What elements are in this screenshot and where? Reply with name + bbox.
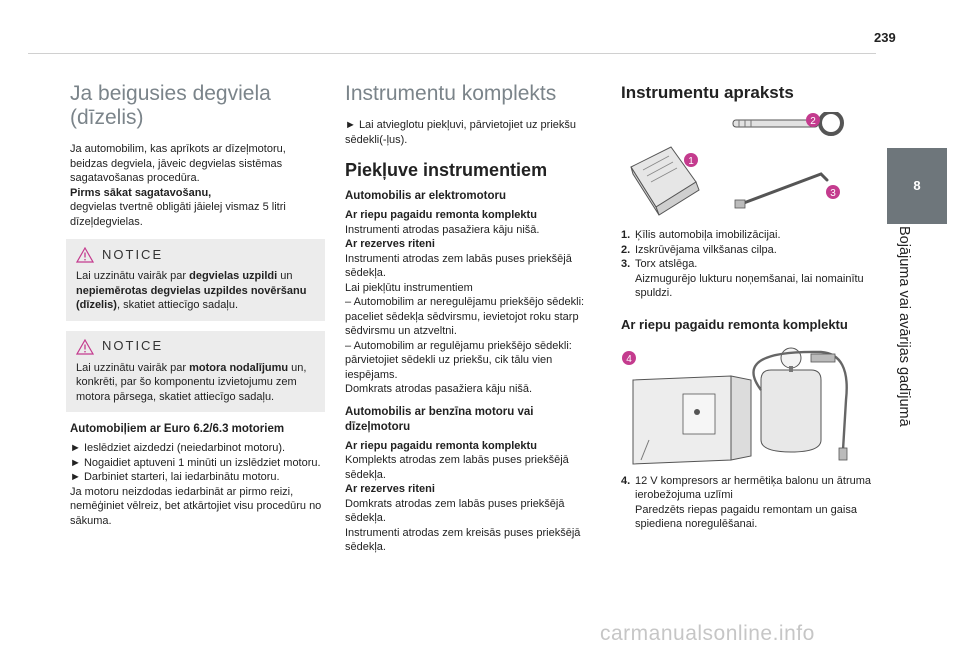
column-tool-description [621,82,871,532]
top-rule [28,53,876,54]
description-heading: Instrumentu apraksts [621,83,794,102]
notice-text: Lai uzzinātu vairāk par [76,270,190,282]
notice-text: un [277,270,293,282]
notice-box-fuel [66,239,325,321]
item-4-extra: Paredzēts riepas pagaidu remontam un gaisa spiediena noregulēšanai. [635,503,857,530]
chapter-side-title [887,226,927,566]
step-2: ► Nogaidiet aptuveni 1 minūti un izslēdziet motoru. [70,456,321,469]
item-4-number: 4. [621,474,631,487]
access-heading: Piekļuve instrumentiem [345,160,548,180]
electric-spare-text: Instrumenti atrodas zem labās puses priekšējā sēdekļa. [345,252,572,279]
badge-3-label: 3 [830,188,836,199]
notice-title: NOTICE [102,246,164,262]
closing-text: Ja motoru neizdodas iedarbināt ar pirmo reizi, nemēģiniet vēlreiz, bet atkārtojiet visu procedūru no sākuma. [70,485,322,527]
warning-icon [76,247,94,263]
euro-heading: Automobiļiem ar Euro 6.2/6.3 motoriem [70,423,285,435]
step-1: ► Ieslēdziet aizdedzi (neiedarbinot motoru). [70,442,286,454]
column-toolkit [345,82,600,555]
fuel-intro-rest: degvielas tvertnē obligāti jāielej vismaz 5 litri dīzeļdegvielas. [70,201,286,228]
electric-spare-label: Ar rezerves riteni [345,238,435,250]
electric-dash-2: – Automobilim ar regulējamu priekšējo sēdekli: pārvietojiet sēdekli uz priekšu, cik tālu vien iespējams. [345,339,572,381]
petrol-kit-text: Komplekts atrodas zem labās puses priekšējā sēdekļa. [345,454,569,481]
electric-kit-text: Instrumenti atrodas pasažiera kāju nišā. [345,223,540,236]
notice-link-engine[interactable]: motora nodalījumu [189,361,289,374]
page-number: 239 [874,30,896,45]
fuel-intro-bold: Pirms sākat sagatavošanu, [70,186,212,199]
petrol-spare-label: Ar rezerves riteni [345,483,435,495]
item-4-text: 12 V kompresors ar hermētiķa balonu un ātruma ierobežojuma uzlīmi [635,474,872,501]
notice-box-engine [66,331,325,413]
notice-text: un, konkrēti, par šo komponentu izvietojumu zem motora pārsega, skatiet attiecīgo sadaļu. [76,361,307,403]
petrol-spare-text-1: Domkrats atrodas zem labās puses priekšējā sēdekļa. [345,497,565,524]
badge-1-label: 1 [688,156,694,167]
fuel-intro: Ja automobilim, kas aprīkots ar dīzeļmotoru, beidzas degviela, jāveic degvielas sistēmas sagatavošanas procedūra. [70,143,286,184]
item-2-text: Izskrūvējama vilkšanas cilpa. [635,243,777,256]
electric-dash-1: – Automobilim ar neregulējamu priekšējo sēdekli: paceliet sēdekļa sēdvirsmu, ievietojot roku starp sēdvirsmu un atzveltni. [345,296,585,337]
petrol-kit-label: Ar riepu pagaidu remonta komplektu [345,439,537,452]
item-1-text: Ķīlis automobiļa imobilizācijai. [635,229,781,241]
electric-tools-text: Lai piekļūtu instrumentiem [345,281,473,294]
column-fuel [70,82,325,528]
torx-key-illustration [735,174,827,208]
step-3: ► Darbiniet starteri, lai iedarbinātu motoru. [70,471,280,483]
badge-4-label: 4 [626,353,632,365]
electric-jack-text: Domkrats atrodas pasažiera kāju nišā. [345,383,533,395]
item-3-text: Torx atslēga. [635,258,698,270]
chapter-title: Bojājuma vai avārijas gadījumā [896,226,912,427]
notice-text: Lai uzzinātu vairāk par [76,361,190,374]
toolkit-intro: ► Lai atvieglotu piekļuvi, pārvietojiet uz priekšu sēdekli(-ļus). [345,119,577,146]
item-2-number: 2. [621,243,631,256]
item-1-number: 1. [621,229,631,241]
chapter-tab[interactable]: 8 [887,148,947,224]
item-3-number: 3. [621,258,631,270]
item-3-extra: Aizmugurējo lukturu noņemšanai, lai nomainītu spuldzi. [635,272,864,299]
warning-icon [76,339,94,355]
watermark: carmanualsonline.info [600,622,815,645]
compressor-illustration [621,340,851,470]
electric-kit-label: Ar riepu pagaidu remonta komplektu [345,209,537,221]
notice-link-refuel[interactable]: degvielas uzpildi [189,270,278,282]
petrol-heading: Automobilis ar benzīna motoru vai dīzeļmotoru [345,405,534,433]
badge-2-label: 2 [810,116,816,127]
towing-eye-illustration [733,112,842,134]
petrol-spare-text-2: Instrumenti atrodas zem kreisās puses priekšējā sēdekļa. [345,526,581,553]
notice-text: , skatiet attiecīgo sadaļu. [116,299,239,311]
tools-illustration [621,112,851,222]
kit-heading: Ar riepu pagaidu remonta komplektu [621,316,848,332]
fuel-heading: Ja beigusies degviela (dīzelis) [70,82,271,129]
notice-title: NOTICE [102,338,164,354]
notice-link-misfuel[interactable]: nepiemērotas degvielas uzpildes novēršanu (dīzelis) [76,284,307,311]
electric-heading: Automobilis ar elektromotoru [345,190,507,202]
toolkit-heading: Instrumentu komplekts [345,82,557,105]
